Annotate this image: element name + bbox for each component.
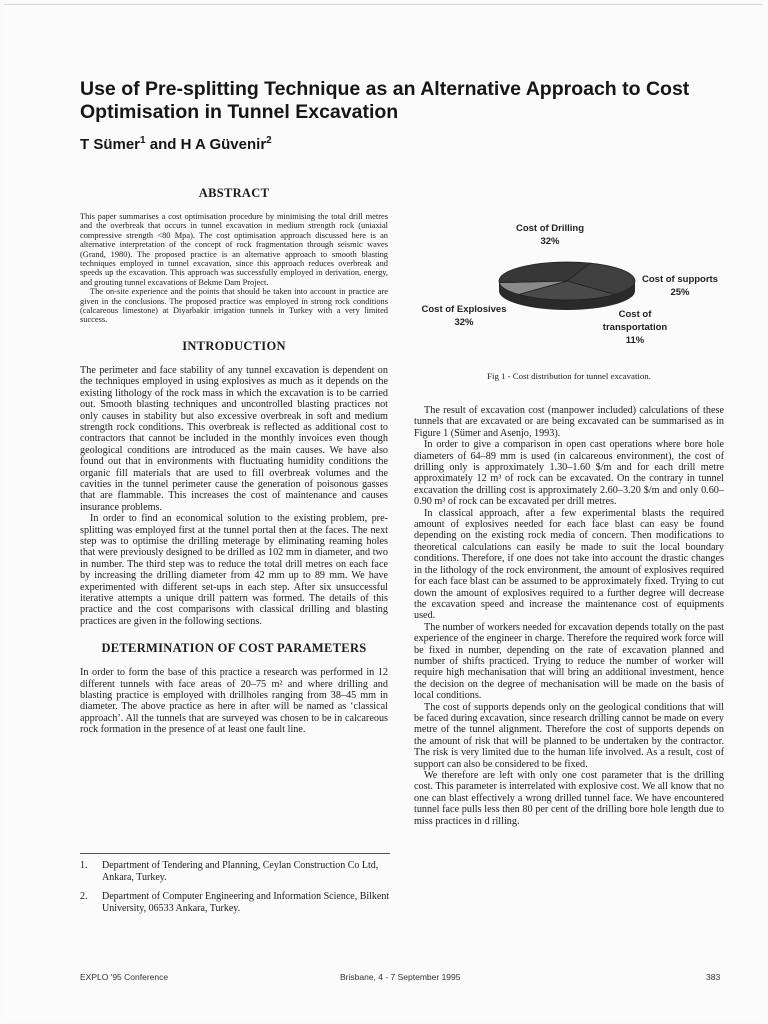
pie-value-label: 32% bbox=[540, 236, 560, 247]
pie-label-drilling bbox=[500, 222, 600, 248]
pie-category-label: Cost of Drilling bbox=[515, 223, 585, 234]
body-paragraph: In classical approach, after a few experimental blasts the required amount of explosives needed for each face blast can easy be found depending on the existing rock media of concern. Then modifications to theoretical calculations can easily be made to suit the local boundary conditions. Therefore, if one does not take into account the drastic changes in the lithology of the rock environment, the amount of explosives required for each face blast can be assumed to be approximately fixed. Trying to cut down the amount of explosives required to a further degree will decrease the excavation speed and increase the maintenance cost of equipments used. bbox=[414, 507, 724, 622]
author-line bbox=[80, 135, 272, 153]
author-joiner: and bbox=[149, 136, 177, 153]
footnote-number: 1. bbox=[80, 860, 88, 871]
introduction-heading: INTRODUCTION bbox=[182, 338, 286, 353]
pie-category-label: Cost of Explosives bbox=[421, 304, 507, 315]
footnote-text: Department of Computer Engineering and Information Science, Bilkent University, 06533 Ankara, Turkey. bbox=[102, 891, 390, 914]
footnote-text: Department of Tendering and Planning, Ceylan Construction Co Ltd, Ankara, Turkey. bbox=[102, 860, 379, 883]
determination-section bbox=[80, 641, 388, 735]
body-paragraph: The cost of supports depends only on the geological conditions that will be faced during excavation, since research drilling cannot be made on every metre of the tunnel alignment. Therefore the cost of supports depends on the amount of risk that will be planned to be undertaken by the contractor. The risk is very limited due to the human life involved. As a result, cost of support can also be considered to be fixed. bbox=[414, 701, 724, 770]
footnote bbox=[80, 891, 390, 915]
pie-category-label: Cost of supports bbox=[642, 274, 718, 285]
body-paragraph: In order to give a comparison in open cast operations where bore hole diameters of 64–89 mm is used (in calcareous environment), the cost of drilling only is approximately 1.30–1.60 $/m and for each drill metre approximately 12 m³ of rock can be excavated. On the contrary in tunnel excavation the drilling cost is approximately 2.60–3.20 $/m and only 0.60–0.90 m³ of rock can be excavated per drill metres. bbox=[414, 439, 724, 508]
body-paragraph: In order to find an economical solution to the existing problem, pre-splitting was employed first at the tunnel portal then at the faces. The next step was to optimise the drilling meterage by eliminating reaming holes that were previously designed to be drilled as 102 mm in diameter, and two in number. The third step was to reduce the total drill metres on each face by increasing the drilling diameter from 42 mm up to 89 mm. We have experimented with different set-ups in each step. After six unsuccessful iterative attempts a unique drill pattern was formed. The details of this practice and the cost comparisons with classical drilling and blasting practices are given in the following sections. bbox=[80, 513, 388, 627]
author-name: T Sümer bbox=[80, 136, 141, 153]
pie-label-transportation bbox=[590, 308, 680, 347]
footer-conference: EXPLO '95 Conference bbox=[80, 972, 169, 982]
page-number: 383 bbox=[706, 972, 721, 982]
figure-caption: Fig 1 - Cost distribution for tunnel excavation. bbox=[487, 371, 651, 381]
body-paragraph: In order to form the base of this practice a research was performed in 12 different tunnels with face areas of 20–75 m² and where drilling and blasting practice is employed with drillholes ranging from 38–45 mm in diameter. The above practice as here in after will be named as ‘classical approach’. All the tunnels that are surveyed was chosen to be in calcareous rock formation in the presence of at least one fault line. bbox=[80, 667, 388, 736]
right-column bbox=[414, 405, 724, 827]
figure-1 bbox=[414, 220, 724, 390]
pie-value-label: 32% bbox=[454, 317, 474, 328]
pie-value-label: 11% bbox=[625, 335, 645, 346]
footnote bbox=[80, 860, 390, 884]
body-paragraph: The perimeter and face stability of any tunnel excavation is dependent on the techniques employed in using explosives as much as it depends on the existing lithology of the rock mass in which the excavation is to be carried out. Smooth blasting techniques and uncontrolled blasting practices not only causes in stability but also excessive overbreak in soft and medium strength rock conditions. This overbreak is reflected as additional cost to contractors that cannot be included in the monthly invoices even though geological conditions are introduced as the main causes. We have also found out that in environments with fluctuating humidity conditions the organic fill materials that are used to fill overbreak volumes and the cavities in the tunnel perimeter cause the generation of poisonous gasses that are flammable. This increases the cost of maintenance and causes insurance problems. bbox=[80, 364, 388, 513]
author-name: H A Güvenir bbox=[180, 136, 267, 153]
author-affiliation-mark: 1 bbox=[140, 135, 146, 146]
paper-title: Use of Pre-splitting Technique as an Alternative Approach to Cost Optimisation in Tunnel Excavation bbox=[80, 78, 690, 123]
abstract-section bbox=[80, 186, 388, 325]
author-affiliation-mark: 2 bbox=[266, 135, 272, 146]
body-paragraph: The number of workers needed for excavation depends totally on the past experience of the engineer in charge. Therefore the required work force will be fixed in number, depending on the rate of excavation planned and number of shifts practiced. Trying to reduce the number of worker will require high mechanisation that will bring an additional investment, hence the decision on the degree of mechanisation will be made on the basis of local conditions. bbox=[414, 621, 724, 702]
determination-heading: DETERMINATION OF COST PARAMETERS bbox=[101, 641, 367, 656]
pie-label-explosives bbox=[414, 303, 514, 329]
pie-category-label: Cost of transportation bbox=[602, 309, 668, 333]
pie-label-supports bbox=[636, 273, 724, 299]
pie-value-label: 25% bbox=[670, 287, 690, 298]
footnote-divider bbox=[80, 853, 390, 854]
left-column bbox=[80, 186, 388, 736]
footer-location-date: Brisbane, 4 - 7 September 1995 bbox=[340, 972, 461, 982]
footnotes bbox=[80, 853, 390, 922]
abstract-paragraph: This paper summarises a cost optimisation procedure by minimising the total drill metres and the overbreak that occurs in tunnel excavation in medium strength rock (uniaxial compressive strength <80 Mpa). The cost optimisation approach discussed here is an alternative interpretation of the concept of rock fragmentation through seismic waves (Grand, 1980). The proposed practice is an alternative approach to smooth blasting techniques employed in tunnel excavation, since this approach reduces overbreak and speeds up the excavation. This approach was successfully employed in derivation, energy, and grouting tunnel excavations of Bekme Dam Project. bbox=[80, 212, 388, 287]
body-paragraph: The result of excavation cost (manpower included) calculations of these tunnels that are excavated or are being excavated can be summarised as in Figure 1 (Sümer and Asenjo, 1993). bbox=[414, 405, 724, 439]
introduction-section bbox=[80, 339, 388, 627]
abstract-heading: ABSTRACT bbox=[198, 186, 270, 200]
body-paragraph: We therefore are left with only one cost parameter that is the drilling cost. This parameter is interrelated with explosive cost. We all know that no one can blast effectively a wrong drilled tunnel face. We have encountered tunnel face pulls less then 80 per cent of the drilling bore hole length due to miss practices in d rilling. bbox=[414, 770, 724, 827]
abstract-paragraph: The on-site experience and the points that should be taken into account in practice are given in the conclusions. The proposed practice was employed in strong rock conditions (calcareous limestone) at Diyarbakir irrigation tunnels in Turkey with a very limited success. bbox=[80, 287, 388, 325]
footnote-number: 2. bbox=[80, 891, 88, 902]
